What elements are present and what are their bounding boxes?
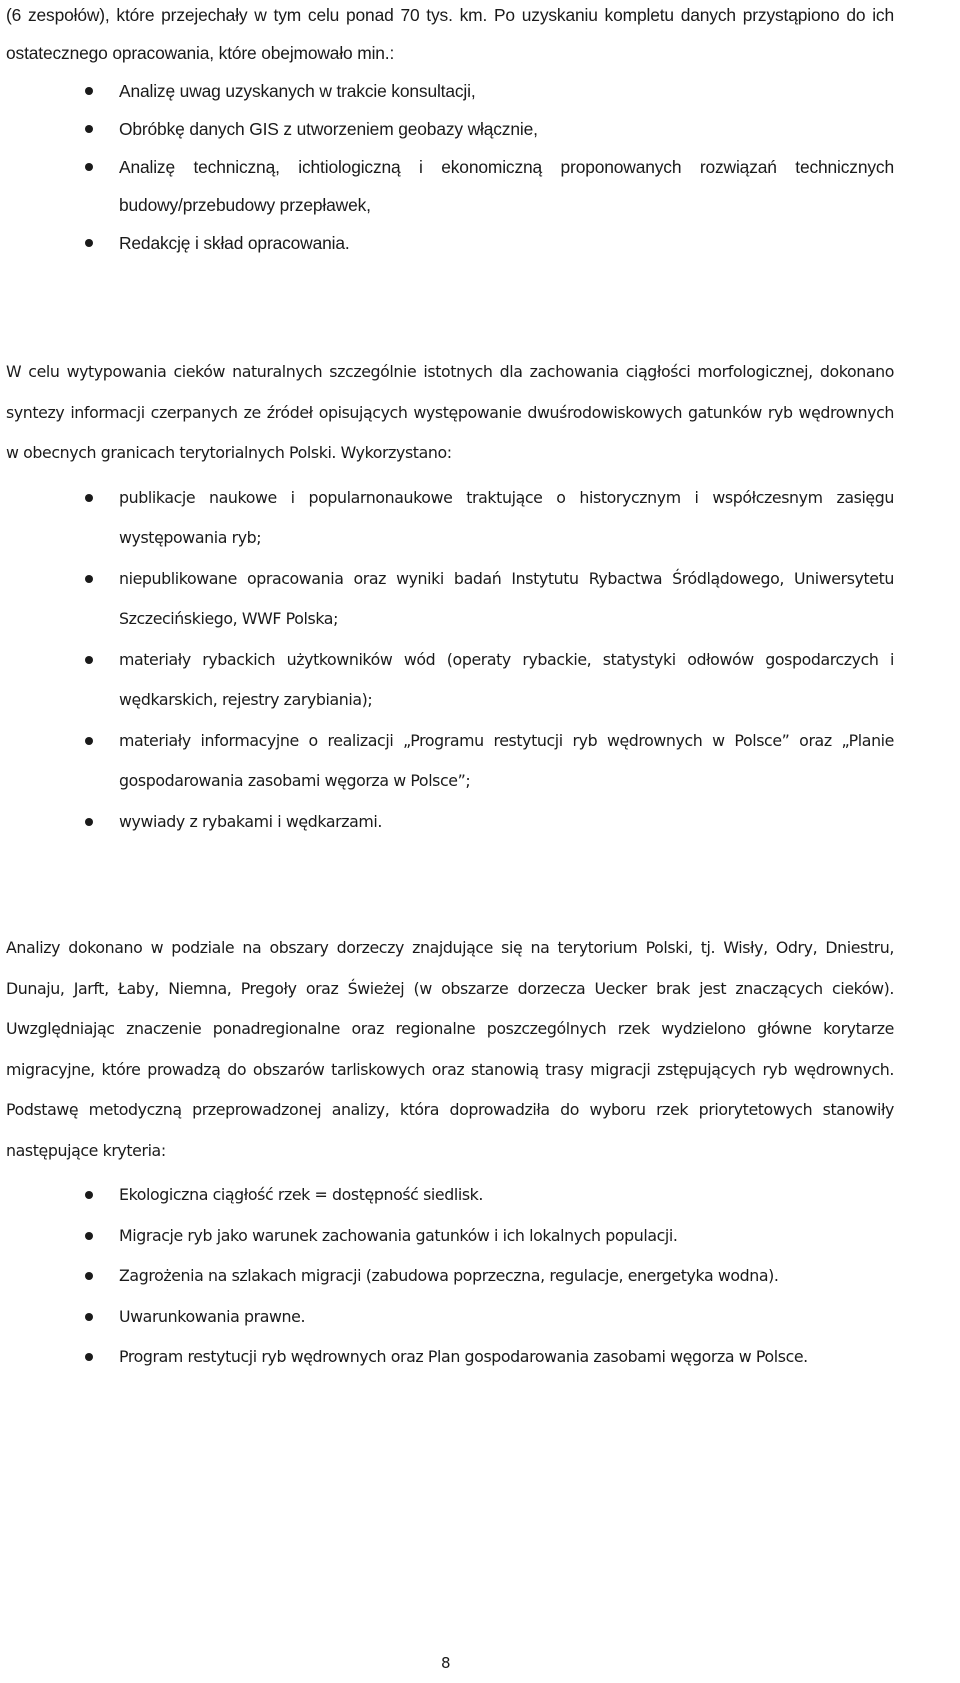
criteria-paragraph: Analizy dokonano w podziale na obszary dorzeczy znajdujące się na terytorium Polski, tj. Wisły, Odry, Dniestru, Dunaju, Jarft, Łaby, Niemna, Pregoły oraz Świeżej (w obszarze dorzecza Uecker brak jest znaczących cieków). Uwzględniając znaczenie ponadregionalne oraz regionalne poszczególnych rzek wydzielono główne korytarze migracyjne, które prowadzą do obszarów tarliskowych oraz stanowią trasy migracji zstępujących ryb wędrownych. Podstawę metodyczną przeprowadzonej analizy, która doprowadziła do wyboru rzek priorytetowych stanowiły następujące kryteria: <box>6 938 894 1160</box>
list-item: Obróbkę danych GIS z utworzeniem geobazy włącznie, <box>6 110 894 148</box>
criteria-list <box>6 1175 894 1378</box>
list-item: Migracje ryb jako warunek zachowania gatunków i ich lokalnych populacji. <box>6 1216 894 1257</box>
intro-list <box>6 72 894 262</box>
bullet-icon <box>85 494 93 502</box>
sources-list <box>6 478 894 843</box>
bullet-icon <box>85 163 93 171</box>
bullet-icon <box>85 1353 93 1361</box>
sources-paragraph: W celu wytypowania cieków naturalnych szczególnie istotnych dla zachowania ciągłości morfologicznej, dokonano syntezy informacji czerpanych ze źródeł opisujących występowanie dwuśrodowiskowych gatunków ryb wędrownych w obecnych granicach terytorialnych Polski. Wykorzystano: <box>6 362 894 462</box>
page-number: 8 <box>441 1654 451 1672</box>
bullet-icon <box>85 818 93 826</box>
list-item: materiały rybackich użytkowników wód (operaty rybackie, statystyki odłowów gospodarczych i wędkarskich, rejestry zarybiania); <box>6 640 894 721</box>
bullet-icon <box>85 1232 93 1240</box>
sources-section <box>6 352 894 842</box>
list-item: Ekologiczna ciągłość rzek = dostępność siedlisk. <box>6 1175 894 1216</box>
list-item: Program restytucji ryb wędrownych oraz Plan gospodarowania zasobami węgorza w Polsce. <box>6 1337 894 1378</box>
criteria-section <box>6 928 894 1378</box>
list-item: publikacje naukowe i popularnonaukowe traktujące o historycznym i współczesnym zasięgu występowania ryb; <box>6 478 894 559</box>
bullet-icon <box>85 125 93 133</box>
bullet-icon <box>85 239 93 247</box>
list-item: Analizę uwag uzyskanych w trakcie konsultacji, <box>6 72 894 110</box>
intro-paragraph: (6 zespołów), które przejechały w tym celu ponad 70 tys. km. Po uzyskaniu kompletu danych przystąpiono do ich ostatecznego opracowania, które obejmowało min.: <box>6 5 894 63</box>
bullet-icon <box>85 1313 93 1321</box>
list-item: Uwarunkowania prawne. <box>6 1297 894 1338</box>
bullet-icon <box>85 87 93 95</box>
bullet-icon <box>85 737 93 745</box>
bullet-icon <box>85 1272 93 1280</box>
bullet-icon <box>85 1191 93 1199</box>
bullet-icon <box>85 656 93 664</box>
list-item: wywiady z rybakami i wędkarzami. <box>6 802 894 843</box>
bullet-icon <box>85 575 93 583</box>
list-item: materiały informacyjne o realizacji „Programu restytucji ryb wędrownych w Polsce” oraz „Planie gospodarowania zasobami węgorza w Polsce”; <box>6 721 894 802</box>
document-page <box>6 0 894 1366</box>
list-item: Analizę techniczną, ichtiologiczną i ekonomiczną proponowanych rozwiązań technicznych budowy/przebudowy przepławek, <box>6 148 894 224</box>
list-item: niepublikowane opracowania oraz wyniki badań Instytutu Rybactwa Śródlądowego, Uniwersytetu Szczecińskiego, WWF Polska; <box>6 559 894 640</box>
list-item: Zagrożenia na szlakach migracji (zabudowa poprzeczna, regulacje, energetyka wodna). <box>6 1256 894 1297</box>
list-item: Redakcję i skład opracowania. <box>6 224 894 262</box>
intro-section <box>6 0 894 262</box>
